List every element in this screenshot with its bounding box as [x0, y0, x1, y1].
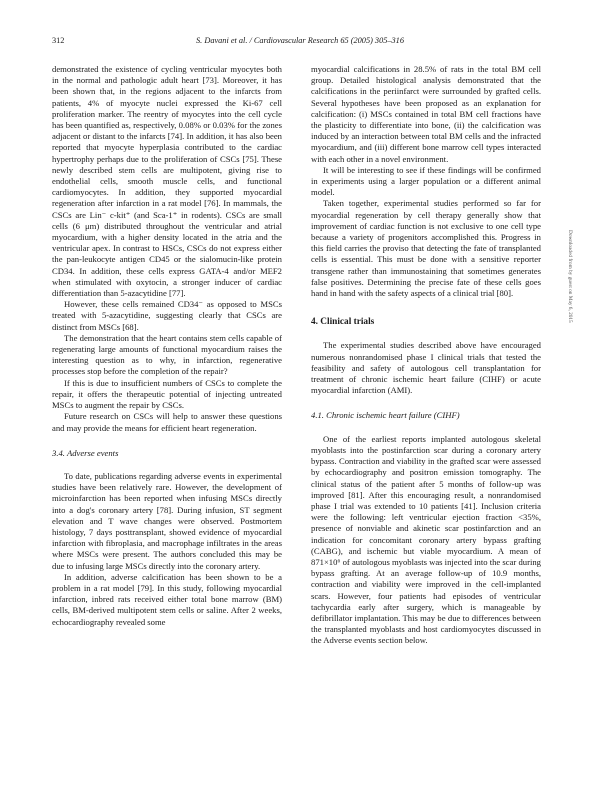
running-head: S. Davani et al. / Cardiovascular Research 65 (2005) 305–316 [196, 36, 404, 45]
paragraph: If this is due to insufficient numbers of CSCs to complete the repair, it offers the therapeutic potential of injecting untreated MSCs to augment the repair by CSCs. [52, 377, 282, 411]
section-heading-clinical-trials: 4. Clinical trials [311, 317, 375, 328]
section-heading-chronic-ischemic: 4.1. Chronic ischemic heart failure (CIHF) [311, 410, 460, 421]
paragraph: myocardial calcifications in 28.5% of rats in the total BM cell group. Detailed histological analysis demonstrated that the calcifications in the periinfarct were surrounded by grafted cells. Several hypotheses have been proposed as an explanation for calcification: (i) MSCs contained in total BM cell fractions have the plasticity to differentiate into bone, (ii) the calcification was induced by an interaction between total BM cells and the infracted myocardium, and (iii) different bone marrow cell types interacted with each other in a novel environment. [311, 64, 541, 164]
paragraph: However, these cells remained CD34⁻ as opposed to MSCs treated with 5-azacytidine, suggesting clearly that CSCs are distinct from MSCs [68]. [52, 299, 282, 332]
download-watermark: Downloaded from by guest on May 6, 2015 [567, 230, 573, 323]
paragraph: The experimental studies described above have encouraged numerous nonrandomised phase I clinical trials that tested the feasibility and safety of autologous cell transplantation for treatment of chronic ischemic heart failure (CIHF) or acute myocardial infarction (AMI). [311, 340, 541, 396]
paragraph: Taken together, experimental studies performed so far for myocardial regeneration by cell therapy generally show that improvement of cardiac function is not exclusive to one cell type because a variety of progenitors accomplished this. Progress in this field carries the proviso that detecting the fate of transplanted cells is essential. This must be done with a sensitive reporter transgene rather than immunostaining that sometimes generates false positives. Determining the precise fate of these cells goes hand in hand with the safety aspects of a clinical trial [80]. [311, 198, 541, 299]
right-column [311, 64, 541, 647]
running-header [52, 36, 548, 50]
paragraph: Future research on CSCs will help to answer these questions and may provide the means for efficient heart regeneration. [52, 411, 282, 433]
paragraph: It will be interesting to see if these findings will be confirmed in experiments using a larger population or a different animal model. [311, 164, 541, 198]
paragraph: In addition, adverse calcification has been shown to be a problem in a rat model [79]. In this study, following myocardial infarction, inbred rats received either total bone marrow (BM) cells, BM-derived multipotent stem cells or saline. After 2 weeks, echocardiography revealed some [52, 571, 282, 627]
page-number: 312 [52, 36, 65, 45]
paragraph: demonstrated the existence of cycling ventricular myocytes both in the normal and pathologic adult heart [73]. Moreover, it has been shown that, in the regions adjacent to the infarcts from patients, 4% of myocyte nuclei expressed the Ki-67 cell proliferation marker. The reentry of myocytes into the cell cycle has been quantified as, respectively, 0.08% or 0.03% for the zones adjacent or distant to the infarcts [74]. In addition, it has also been reported that myocyte hyperplasia contributed to the cardiac hypertrophy perhaps due to the proliferation of CSCs [75]. These newly described stem cells are multipotent, giving rise to endothelial cells, smooth muscle cells, and functional cardiomyocytes. In addition, they supported myocardial regeneration after infarction in a rat model [76]. In mammals, the CSCs are Lin⁻ c-kit⁺ (and Sca-1⁺ in rodents). CSCs are small cells (6 μm) distributed throughout the ventricular and atrial myocardium, with a higher density located in the atria and the ventricular apex. In contrast to HSCs, CSCs do not express either the pan-leukocyte antigen CD45 or the sialomucin-like protein CD34. In addition, these cells express GATA-4 and/or MEF2 when stimulated with oxytocin, a stronger inducer of cardiac differentiation than 5-azacytidine [77]. [52, 64, 282, 299]
left-column [52, 64, 282, 628]
section-heading-adverse-events: 3.4. Adverse events [52, 447, 119, 458]
paragraph: One of the earliest reports implanted autologous skeletal myoblasts into the postinfarction scar during a coronary artery bypass. Contraction and viability in the grafted scar were assessed by echocardiography and positron emission tomography. The clinical status of the patient after 5 months of follow-up was improved [81]. After this encouraging result, a nonrandomised phase I trial was extended to 10 patients [41]. Inclusion criteria were the following: left ventricular ejection fraction <35%, presence of nonviable and akinetic scar postinfarction and an indication for concomitant coronary artery bypass grafting (CABG), and ischemic but viable myocardium. A mean of 871×10⁶ of autologous myoblasts was injected into the scar during bypass grafting. At an average follow-up of 10.9 months, contraction and viability were improved in the cell-implanted scars. However, four patients had episodes of ventricular tachycardia early after surgery, which is manageable by defibrillator implantation. This may be due to differences between the transplanted myoblasts and host cardiomyocytes discussed in the Adverse events section below. [311, 433, 541, 646]
paragraph: To date, publications regarding adverse events in experimental studies have been relatively rare. However, the development of microinfarction has been reported when infusing MSCs directly into a dog's coronary artery [78]. During infusion, ST segment elevation and T wave changes were observed. Postmortem histology, 7 days posttransplant, showed evidence of myocardial infarction with fibroplasia, and macrophage infiltrates in the areas where MSCs were present. The authors concluded this may be due to infusing large MSCs directly into the coronary artery. [52, 470, 282, 571]
paragraph: The demonstration that the heart contains stem cells capable of regenerating large amounts of functional myocardium raises the interesting question as to why, in infarction, regenerative processes stop before the completion of the repair? [52, 332, 282, 377]
